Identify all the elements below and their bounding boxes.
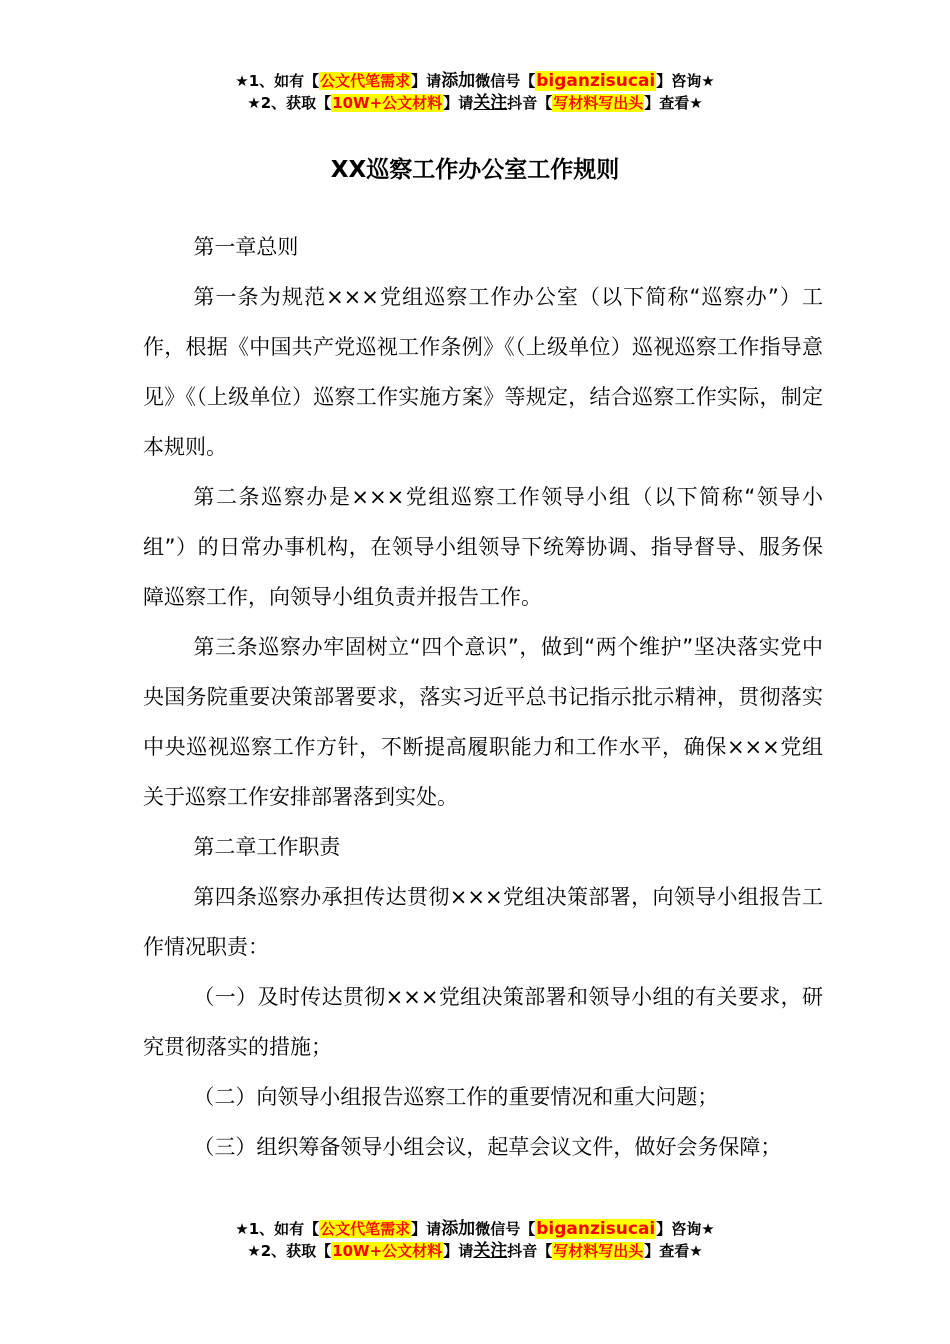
banner-line-1 [0,1218,950,1240]
banner-highlight: 公文代笔需求 [320,72,411,90]
banner-text: 】请 [411,1220,442,1238]
banner-text: ★2、获取【 [247,1242,332,1260]
banner-line-2 [0,92,950,114]
banner-text: 微信号【 [475,72,536,90]
document-title: XX巡察工作办公室工作规则 [330,157,620,183]
article-paragraph: 第三条巡察办牢固树立“四个意识”，做到“两个维护”坚决落实党中央国务院重要决策部署要求，落实习近平总书记指示批示精神，贯彻落实中央巡视巡察工作方针，不断提高履职能力和工作水平，确保×××党组关于巡察工作安排部署落到实处。 [143,635,823,809]
banner-highlight: 10W+公文材料 [332,94,443,112]
banner-text: 微信号【 [475,1220,536,1238]
footer-banner [0,1218,950,1262]
article-paragraph: 第四条巡察办承担传达贯彻×××党组决策部署，向领导小组报告工作情况职责： [143,885,823,959]
list-item: （二）向领导小组报告巡察工作的重要情况和重大问题； [193,1085,719,1109]
banner-text: 】请 [443,94,474,112]
banner-text: ★1、如有【 [235,72,320,90]
banner-emphasis: 关注 [473,93,508,113]
banner-emphasis: 添加 [441,1219,476,1239]
banner-highlight: 10W+公文材料 [332,1242,443,1260]
banner-text: 】请 [411,72,442,90]
banner-text: 抖音【 [507,94,553,112]
banner-wechat-id: biganzisucai [536,71,656,91]
banner-line-1 [0,70,950,92]
article-paragraph: 第二条巡察办是×××党组巡察工作领导小组（以下简称“领导小组”）的日常办事机构，在领导小组领导下统筹协调、指导督导、服务保障巡察工作，向领导小组负责并报告工作。 [143,485,823,609]
banner-text: ★1、如有【 [235,1220,320,1238]
banner-text: 】咨询★ [656,1220,715,1238]
banner-emphasis: 添加 [441,71,476,91]
banner-text: 】咨询★ [656,72,715,90]
document-body [143,222,823,1172]
banner-text: 】查看★ [644,94,703,112]
banner-text: 】查看★ [644,1242,703,1260]
banner-text: 抖音【 [507,1242,553,1260]
chapter-heading: 第一章总则 [193,235,299,259]
banner-douyin-id: 写材料写出头 [553,94,644,112]
banner-text: 】请 [443,1242,474,1260]
banner-emphasis: 关注 [473,1241,508,1261]
banner-line-2 [0,1240,950,1262]
banner-text: ★2、获取【 [247,94,332,112]
article-paragraph: 第一条为规范×××党组巡察工作办公室（以下简称“巡察办”）工作，根据《中国共产党巡视工作条例》《（上级单位）巡视巡察工作指导意见》《（上级单位）巡察工作实施方案》等规定，结合巡察工作实际，制定本规则。 [143,285,823,459]
banner-highlight: 公文代笔需求 [320,1220,411,1238]
banner-douyin-id: 写材料写出头 [553,1242,644,1260]
header-banner [0,70,950,114]
banner-wechat-id: biganzisucai [536,1219,656,1239]
list-item: （三）组织筹备领导小组会议，起草会议文件，做好会务保障； [193,1135,782,1159]
list-item: （一）及时传达贯彻×××党组决策部署和领导小组的有关要求，研究贯彻落实的措施； [143,985,823,1059]
chapter-heading: 第二章工作职责 [193,835,341,859]
